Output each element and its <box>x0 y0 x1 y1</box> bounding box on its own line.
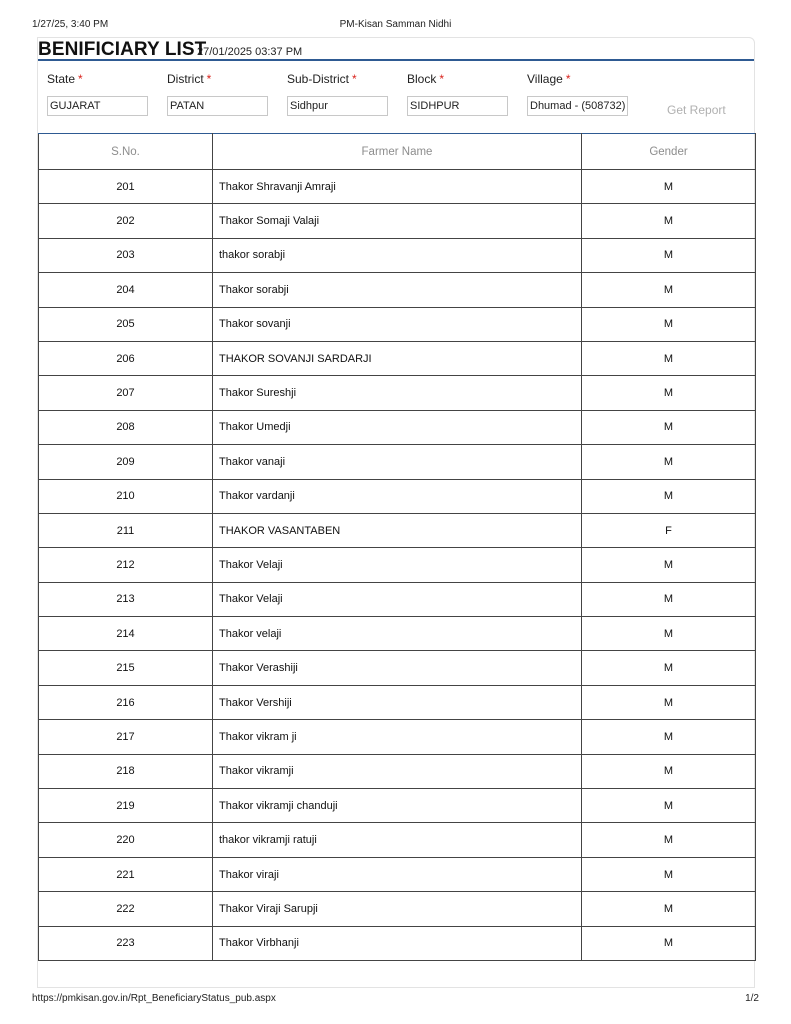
table-row <box>39 926 756 960</box>
cell-farmer-name: THAKOR SOVANJI SARDARJI <box>213 341 582 375</box>
cell-sno: 201 <box>39 170 213 204</box>
village-field[interactable]: Dhumad - (508732) <box>527 96 628 116</box>
district-filter <box>158 71 268 112</box>
cell-farmer-name: Thakor viraji <box>213 857 582 891</box>
table-row <box>39 548 756 582</box>
cell-farmer-name: Thakor Vershiji <box>213 685 582 719</box>
cell-sno: 205 <box>39 307 213 341</box>
cell-gender: M <box>582 685 756 719</box>
cell-farmer-name: Thakor Sureshji <box>213 376 582 410</box>
cell-farmer-name: Thakor vikramji chanduji <box>213 789 582 823</box>
cell-farmer-name: THAKOR VASANTABEN <box>213 513 582 547</box>
report-date: 27/01/2025 03:37 PM <box>197 46 303 58</box>
beneficiary-table <box>38 133 756 961</box>
table-row <box>39 513 756 547</box>
block-filter <box>398 71 508 112</box>
filter-bar <box>38 71 754 121</box>
cell-gender: M <box>582 376 756 410</box>
block-label: Block <box>407 72 437 86</box>
cell-gender: M <box>582 341 756 375</box>
cell-gender: M <box>582 720 756 754</box>
cell-farmer-name: Thakor Velaji <box>213 548 582 582</box>
cell-gender: M <box>582 170 756 204</box>
table-row <box>39 685 756 719</box>
cell-gender: M <box>582 892 756 926</box>
cell-sno: 215 <box>39 651 213 685</box>
table-row <box>39 892 756 926</box>
report-panel <box>37 37 755 988</box>
table-row <box>39 341 756 375</box>
cell-sno: 221 <box>39 857 213 891</box>
table-row <box>39 204 756 238</box>
cell-gender: M <box>582 823 756 857</box>
required-mark: * <box>352 72 357 86</box>
district-label: District <box>167 72 204 86</box>
cell-sno: 212 <box>39 548 213 582</box>
state-field[interactable]: GUJARAT <box>47 96 148 116</box>
cell-sno: 213 <box>39 582 213 616</box>
cell-farmer-name: thakor sorabji <box>213 238 582 272</box>
cell-gender: M <box>582 617 756 651</box>
table-row <box>39 823 756 857</box>
cell-sno: 208 <box>39 410 213 444</box>
table-row <box>39 720 756 754</box>
subdistrict-field[interactable]: Sidhpur <box>287 96 388 116</box>
print-datetime: 1/27/25, 3:40 PM <box>32 19 109 30</box>
cell-farmer-name: Thakor Virbhanji <box>213 926 582 960</box>
print-site-title: PM-Kisan Samman Nidhi <box>339 19 452 30</box>
cell-sno: 209 <box>39 445 213 479</box>
cell-gender: M <box>582 789 756 823</box>
table-row <box>39 754 756 788</box>
village-label: Village <box>527 72 563 86</box>
get-report-button[interactable]: Get Report <box>667 103 726 117</box>
cell-farmer-name: Thakor vikramji <box>213 754 582 788</box>
cell-sno: 223 <box>39 926 213 960</box>
block-field[interactable]: SIDHPUR <box>407 96 508 116</box>
cell-sno: 202 <box>39 204 213 238</box>
state-label: State <box>47 72 76 86</box>
cell-gender: M <box>582 857 756 891</box>
page-url: https://pmkisan.gov.in/Rpt_BeneficiaryStatus_pub.aspx <box>32 993 276 1004</box>
cell-farmer-name: Thakor Shravanji Amraji <box>213 170 582 204</box>
cell-gender: M <box>582 445 756 479</box>
state-filter <box>38 71 148 112</box>
cell-gender: M <box>582 926 756 960</box>
cell-sno: 217 <box>39 720 213 754</box>
cell-farmer-name: Thakor vanaji <box>213 445 582 479</box>
cell-farmer-name: Thakor Verashiji <box>213 651 582 685</box>
cell-sno: 206 <box>39 341 213 375</box>
cell-gender: M <box>582 238 756 272</box>
cell-sno: 207 <box>39 376 213 410</box>
table-row <box>39 617 756 651</box>
cell-gender: M <box>582 307 756 341</box>
cell-farmer-name: Thakor Velaji <box>213 582 582 616</box>
cell-sno: 214 <box>39 617 213 651</box>
cell-gender: F <box>582 513 756 547</box>
table-row <box>39 445 756 479</box>
print-footer <box>32 993 759 1007</box>
table-row <box>39 238 756 272</box>
column-header-gender[interactable]: Gender <box>582 134 756 170</box>
subdistrict-label: Sub-District <box>287 72 350 86</box>
cell-farmer-name: Thakor Umedji <box>213 410 582 444</box>
cell-sno: 210 <box>39 479 213 513</box>
table-row <box>39 857 756 891</box>
cell-gender: M <box>582 548 756 582</box>
table-row <box>39 789 756 823</box>
required-mark: * <box>206 72 212 86</box>
cell-sno: 222 <box>39 892 213 926</box>
table-row <box>39 651 756 685</box>
cell-farmer-name: Thakor Viraji Sarupji <box>213 892 582 926</box>
table-row <box>39 307 756 341</box>
district-field[interactable]: PATAN <box>167 96 268 116</box>
cell-sno: 216 <box>39 685 213 719</box>
cell-farmer-name: Thakor sovanji <box>213 307 582 341</box>
cell-farmer-name: Thakor Somaji Valaji <box>213 204 582 238</box>
cell-gender: M <box>582 582 756 616</box>
page-title: BENIFICIARY LIST <box>38 39 207 60</box>
subdistrict-filter <box>278 71 388 112</box>
cell-farmer-name: Thakor vardanji <box>213 479 582 513</box>
column-header-farmer-name[interactable]: Farmer Name <box>213 134 582 170</box>
table-row <box>39 479 756 513</box>
print-header <box>32 19 759 33</box>
table-row <box>39 170 756 204</box>
required-mark: * <box>439 72 445 86</box>
cell-gender: M <box>582 410 756 444</box>
cell-gender: M <box>582 651 756 685</box>
cell-sno: 218 <box>39 754 213 788</box>
table-header-row <box>39 134 756 170</box>
table-row <box>39 376 756 410</box>
cell-sno: 220 <box>39 823 213 857</box>
cell-sno: 203 <box>39 238 213 272</box>
cell-gender: M <box>582 754 756 788</box>
cell-gender: M <box>582 273 756 307</box>
required-mark: * <box>565 72 571 86</box>
cell-farmer-name: thakor vikramji ratuji <box>213 823 582 857</box>
cell-sno: 204 <box>39 273 213 307</box>
page-number: 1/2 <box>745 993 759 1004</box>
cell-sno: 211 <box>39 513 213 547</box>
cell-farmer-name: Thakor sorabji <box>213 273 582 307</box>
table-row <box>39 273 756 307</box>
cell-sno: 219 <box>39 789 213 823</box>
table-row <box>39 410 756 444</box>
cell-farmer-name: Thakor vikram ji <box>213 720 582 754</box>
title-row <box>38 38 754 61</box>
cell-gender: M <box>582 204 756 238</box>
column-header-sno[interactable]: S.No. <box>39 134 213 170</box>
required-mark: * <box>78 72 83 86</box>
cell-farmer-name: Thakor velaji <box>213 617 582 651</box>
village-filter <box>518 71 628 112</box>
table-row <box>39 582 756 616</box>
cell-gender: M <box>582 479 756 513</box>
